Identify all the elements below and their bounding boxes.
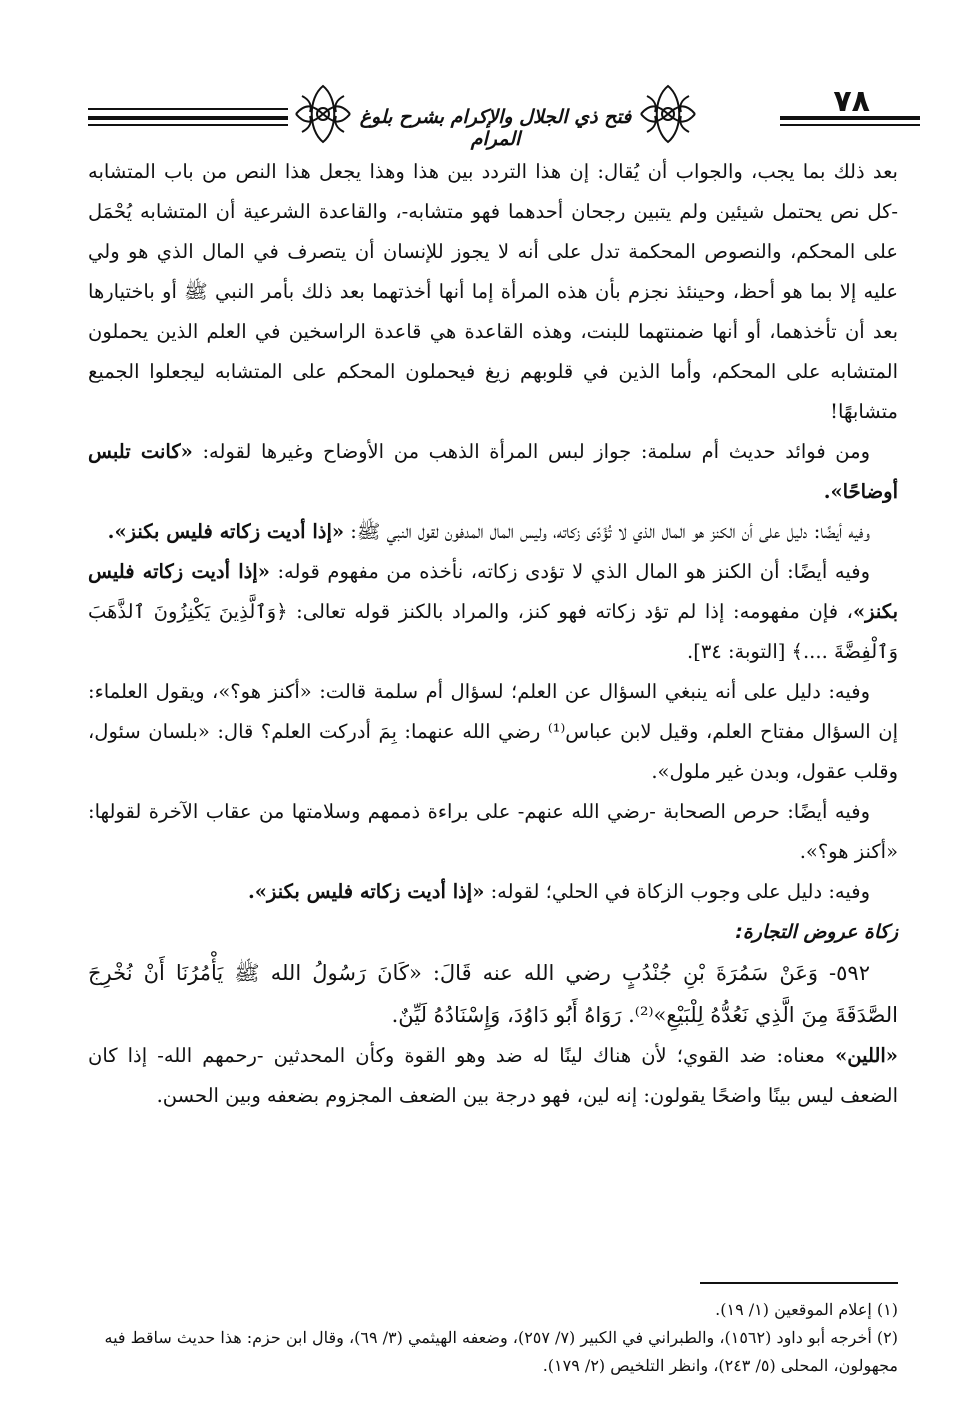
- paragraph: [88, 1036, 898, 1116]
- quote-bold: «إذا أديت زكاته فليس بكنز»: [88, 560, 898, 623]
- paragraph-text: وفيه أيضًا: دليل على أن الكنز هو المال الذي لا تُؤَدّى زكاته، وليس المال المدفون لقول النبي ﷺ:: [344, 520, 870, 543]
- running-title: فتح ذي الجلال والإكرام بشرح بلوغ المرام: [359, 106, 632, 150]
- page-header: [88, 78, 920, 150]
- footnotes: [88, 1296, 898, 1380]
- paragraph: [88, 432, 898, 512]
- page-number: ٧٨: [833, 84, 870, 119]
- ornament-icon: [633, 82, 703, 146]
- paragraph-text: وفيه: دليل على وجوب الزكاة في الحلي؛ لقوله:: [484, 880, 870, 903]
- header-rule: [88, 108, 288, 110]
- paragraph: [88, 872, 898, 912]
- header-rule: [88, 124, 288, 126]
- section-heading: زكاة عروض التجارة:: [735, 921, 898, 943]
- paragraph-text: ، فإن مفهومه: إذا لم تؤد زكاته فهو كنز، والمراد بالكنز قوله تعالى: ﴿وَٱلَّذِينَ يَكْنِزُونَ ٱلذَّهَبَ وَٱلْفِضَّةَ ....﴾ [التوبة: ٣٤].: [88, 600, 898, 663]
- paragraph-text: ومن فوائد حديث أم سلمة: جواز لبس المرأة الذهب من الأوضاح وغيرها لقوله:: [192, 440, 870, 463]
- main-text: [88, 152, 898, 1116]
- paragraph: بعد ذلك بما يجب، والجواب أن يُقال: إن هذا التردد بين هذا وهذا يجعل هذا النص من باب المتشابه -كل نص يحتمل شيئين ولم يتبين رجحان أحدهما فهو متشابه-، والقاعدة الشرعية أن المتشابه يُحْمَل على المحكم، والنصوص المحكمة تدل على أنه لا يجوز للإنسان أن يتصرف في المال الذي هو ولي عليه إلا بما هو أحظ، وحينئذ نجزم بأن هذه المرأة إما أنها أخذتهما بعد ذلك بأمر النبي ﷺ أو باختيارها بعد أن تأخذهما، أو أنها ضمنتهما للبنت، وهذه القاعدة هي قاعدة الراسخين في العلم الذين يحملون المتشابه على المحكم، وأما الذين في قلوبهم زيغ فيحملون المحكم على المتشابه ليجعلوا الجميع متشابهًا!: [88, 160, 898, 423]
- quote-bold: «كانت تلبس أوضاحًا».: [88, 440, 898, 503]
- paragraph: [88, 552, 898, 672]
- term-bold: «اللين»: [835, 1044, 898, 1067]
- quote-bold: «إذا أديت زكاته فليس بكنز».: [107, 520, 345, 543]
- paragraph-text: معناه: ضد القوي؛ لأن هناك لينًا له ضد وهو القوة وكأن المحدثين -رحمهم الله- إذا كان الضعف ليس بينًا واضحًا يقولون: إنه لين، فهو درجة بين الضعف المجزوم بضعفه وبين الحسن.: [88, 1044, 898, 1107]
- paragraph-text: وفيه أيضًا: أن الكنز هو المال الذي لا تؤدى زكاته، نأخذه من مفهوم قوله:: [269, 560, 870, 583]
- hadith-text: ٥٩٢- وَعَنْ سَمُرَةَ بْنِ جُنْدُبٍ رضي الله عنه قَالَ: «كَانَ رَسُولُ الله ﷺ يَأْمُرُنَا أَنْ نُخْرِجَ الصَّدَقَةَ مِنَ الَّذِي نَعُدُّهُ لِلْبَيْعِ»⁽²⁾. رَوَاهُ أَبُو دَاوُدَ، وَإِسْنَادُهُ لَيِّنٌ.: [88, 961, 898, 1027]
- paragraph: وفيه أيضًا: حرص الصحابة -رضي الله عنهم- على براءة ذممهم وسلامتها من عقاب الآخرة لقولها: «أكنز هو؟».: [88, 800, 898, 863]
- footnote: (٢) أخرجه أبو داود (١٥٦٢)، والطبراني في الكبير (٧/ ٢٥٧)، وضعفه الهيثمي (٣/ ٦٩)، وقال ابن حزم: هذا حديث ساقط فيه مجهولون، المحلى (٥/ ٢٤٣)، وانظر التلخيص (٢/ ١٧٩).: [104, 1328, 898, 1375]
- ornament-icon: [288, 82, 358, 146]
- footnote-divider: [700, 1282, 898, 1284]
- quote-bold: «إذا أديت زكاته فليس بكنز».: [248, 880, 485, 903]
- paragraph: [88, 512, 898, 552]
- header-rule: [780, 124, 920, 126]
- footnote: (١) إعلام الموقعين (١/ ١٩).: [715, 1300, 898, 1319]
- paragraph: وفيه: دليل على أنه ينبغي السؤال عن العلم؛ لسؤال أم سلمة قالت: «أكنز هو؟»، ويقول العلماء: إن السؤال مفتاح العلم، وقيل لابن عباس⁽¹⁾ رضي الله عنهما: بِمَ أدركت العلم؟ قال: «بلسان سئول، وقلب عقول، وبدن غير ملول».: [88, 680, 899, 783]
- header-rule: [88, 116, 288, 120]
